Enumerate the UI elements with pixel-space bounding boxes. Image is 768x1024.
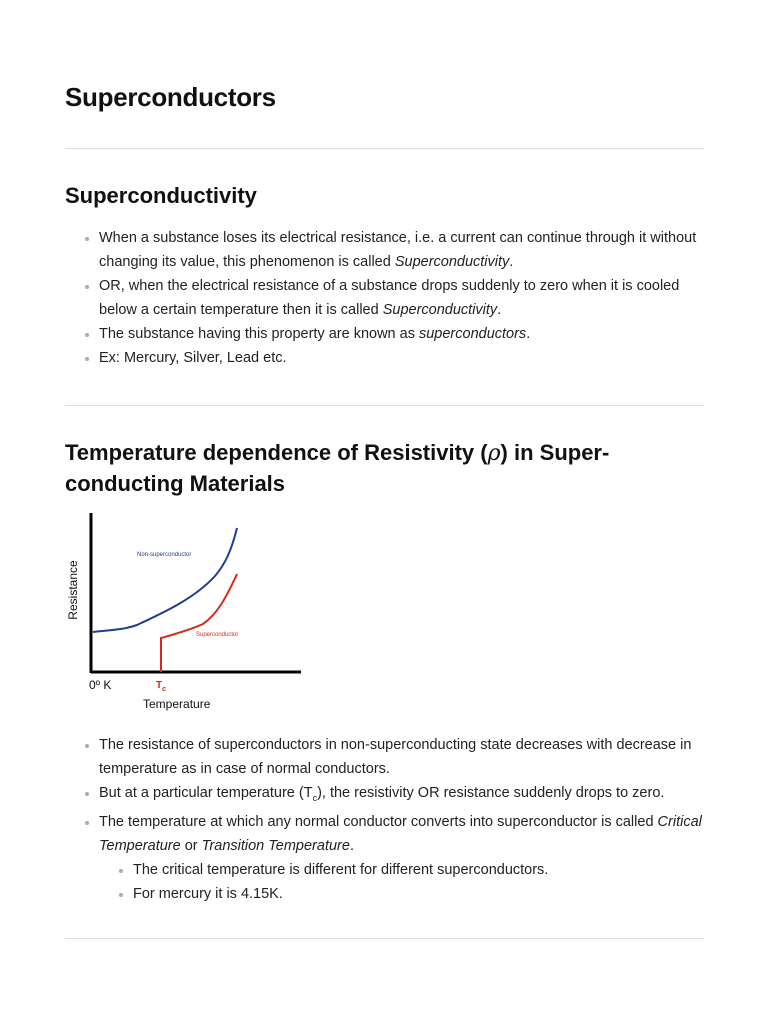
list-item: The substance having this property are known as superconductors. xyxy=(65,322,704,346)
non-superconductor-label: Non-superconductor xyxy=(137,552,192,558)
section-heading-temperature-dependence: Temperature dependence of Resistivity (ρ) in Super-conducting Materials xyxy=(65,440,610,496)
list-item: OR, when the electrical resistance of a substance drops suddenly to zero when it is cooled below a certain temperature then it is called Superconductivity. xyxy=(65,274,704,322)
bullet-dot-icon xyxy=(119,869,123,873)
bullet-dot-icon xyxy=(85,333,89,337)
list-item: The temperature at which any normal conductor converts into superconductor is called Critical Temperature or Transition Temperature. The critical temperature is different for different superconductors. For mercury it is 4.15K. xyxy=(65,810,704,906)
non-superconductor-curve xyxy=(93,528,237,632)
divider xyxy=(65,148,704,149)
origin-label: 0º K xyxy=(89,678,112,692)
bullet-dot-icon xyxy=(119,893,123,897)
list-item: For mercury it is 4.15K. xyxy=(99,882,704,906)
critical-temperature-sublist xyxy=(99,858,704,906)
list-item: But at a particular temperature $(T_c)$, the resistivity OR resistance suddenly drops to zero. xyxy=(65,781,704,810)
superconductor-curve xyxy=(161,574,237,672)
list-item: The resistance of superconductors in non-superconducting state decreases with decrease in temperature as in case of normal conductors. xyxy=(65,733,704,781)
section-heading-superconductivity: Superconductivity xyxy=(65,183,257,208)
bullet-dot-icon xyxy=(85,237,89,241)
resistance-temperature-graph xyxy=(65,508,305,713)
resistivity-list xyxy=(65,733,704,906)
x-axis-label: Temperature xyxy=(143,697,211,711)
bullet-dot-icon xyxy=(85,821,89,825)
bullet-dot-icon xyxy=(85,744,89,748)
divider xyxy=(65,405,704,406)
superconductor-label: Superconductor xyxy=(196,632,239,638)
list-item: Ex: Mercury, Silver, Lead etc. xyxy=(65,346,704,370)
superconductivity-list xyxy=(65,226,704,370)
list-item: The critical temperature is different for different superconductors. xyxy=(99,858,704,882)
tc-label: $T_c$ xyxy=(156,680,167,693)
y-axis-label: Resistance xyxy=(66,560,80,620)
bullet-dot-icon xyxy=(85,285,89,289)
bullet-dot-icon xyxy=(85,357,89,361)
list-item: When a substance loses its electrical resistance, i.e. a current can continue through it without changing its value, this phenomenon is called Superconductivity. xyxy=(65,226,704,274)
page-title: Superconductors xyxy=(65,82,276,112)
divider xyxy=(65,938,704,939)
bullet-dot-icon xyxy=(85,792,89,796)
